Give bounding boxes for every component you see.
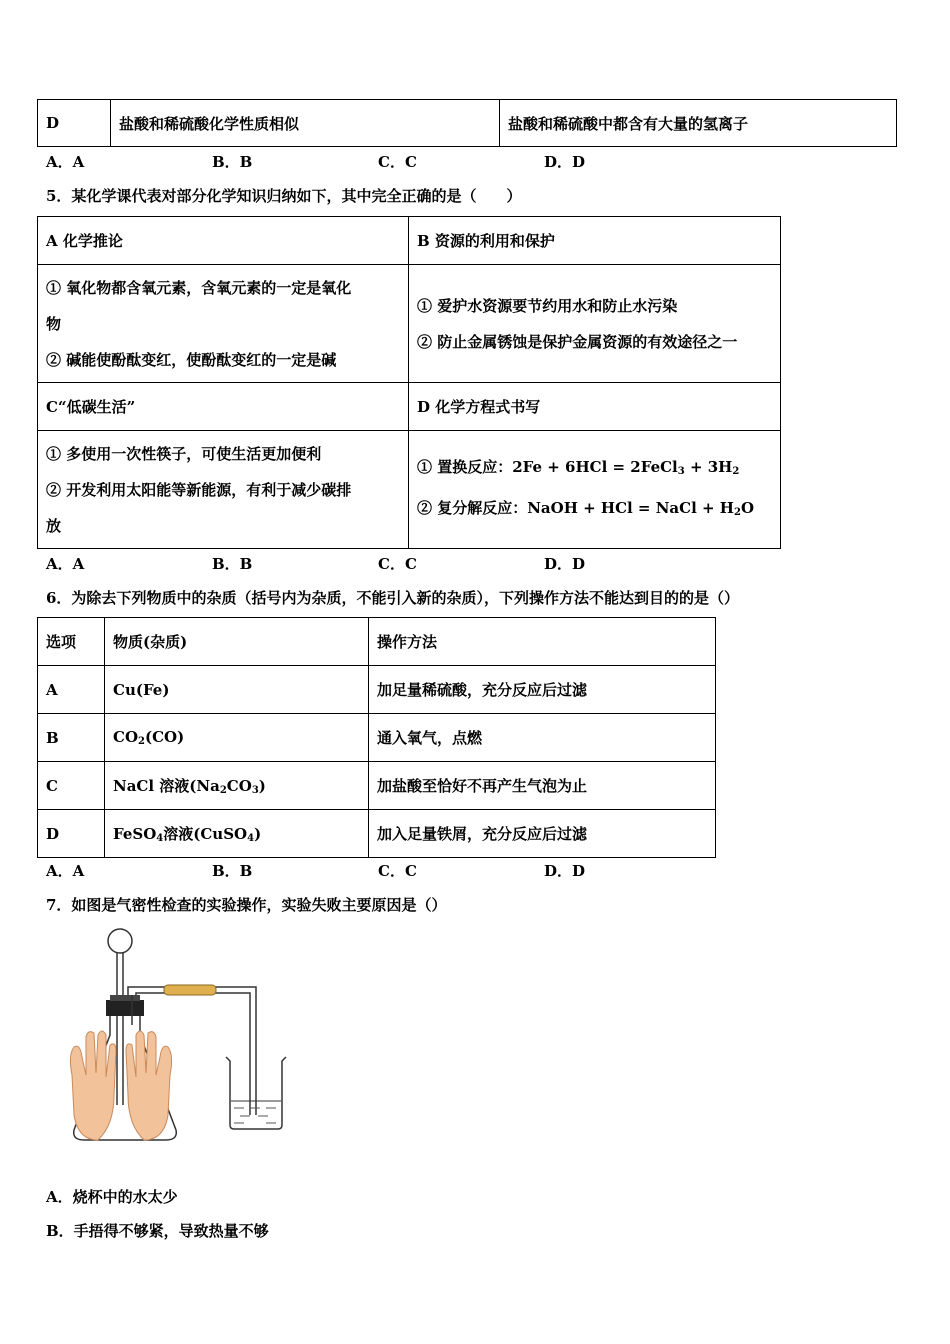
q4-option-b[interactable]: B．B (212, 153, 253, 171)
q6-row-d-method: 加入足量铁屑，充分反应后过滤 (369, 810, 716, 858)
q4-options (46, 151, 710, 172)
q6-stem: 6．为除去下列物质中的杂质（括号内为杂质，不能引入新的杂质），下列操作方法不能达到目的的是（） (46, 589, 739, 607)
q5-options (46, 553, 710, 574)
q5-option-d[interactable]: D．D (544, 555, 586, 573)
q6-option-a[interactable]: A．A (46, 862, 85, 880)
rubber-connector (164, 985, 216, 995)
q5-option-c[interactable]: C．C (378, 555, 417, 573)
water-dashes (234, 1108, 276, 1123)
q5-a-line1b: 物 (46, 314, 62, 333)
q6-row-b-opt: B (38, 714, 105, 762)
q4-table (37, 99, 897, 147)
table-row (38, 217, 781, 265)
q6-header-option: 选项 (38, 618, 105, 666)
q5-c-line2: ② 开发利用太阳能等新能源，有利于减少碳排 (46, 480, 352, 499)
q6-row-c-opt: C (38, 762, 105, 810)
q6-option-c[interactable]: C．C (378, 862, 417, 880)
q4-option-a[interactable]: A．A (46, 153, 85, 171)
funnel-bulb (108, 929, 132, 953)
q5-option-a[interactable]: A．A (46, 555, 85, 573)
rubber-stopper (106, 1000, 144, 1016)
right-hand-icon (126, 1031, 172, 1140)
q5-b-line1: ① 爱护水资源要节约用水和防止水污染 (417, 296, 678, 315)
q6-row-b-method: 通入氧气，点燃 (369, 714, 716, 762)
q6-row-d-substance: FeSO$_4$溶液(CuSO$_4$) (105, 810, 369, 858)
q5-a-line1: ① 氧化物都含氧元素，含氧元素的一定是氧化 (46, 278, 352, 297)
q6-header-method: 操作方法 (369, 618, 716, 666)
q7-option-a[interactable]: A．烧杯中的水太少 (46, 1188, 178, 1206)
q5-b-title: B 资源的利用和保护 (409, 217, 781, 265)
q5-b-content (409, 265, 781, 383)
table-row (38, 265, 781, 383)
q6-row-a-method: 加足量稀硫酸，充分反应后过滤 (369, 666, 716, 714)
q4-row-d-col2: 盐酸和稀硫酸化学性质相似 (111, 100, 500, 147)
q5-option-b[interactable]: B．B (212, 555, 253, 573)
q6-row-b-substance: $CO_2(CO)$ (105, 714, 369, 762)
q5-table (37, 216, 781, 549)
table-row (38, 431, 781, 549)
q6-row-c-method: 加盐酸至恰好不再产生气泡为止 (369, 762, 716, 810)
q5-c-content (38, 431, 409, 549)
table-row (38, 100, 897, 147)
q4-row-d-label: D (38, 100, 111, 147)
q6-row-c-substance: NaCl 溶液$(Na_2CO_3)$ (105, 762, 369, 810)
stopper-top (110, 995, 140, 1001)
q7-stem: 7．如图是气密性检查的实验操作，实验失败主要原因是（） (46, 896, 447, 914)
q5-c-line1: ① 多使用一次性筷子，可使生活更加便利 (46, 444, 322, 463)
q5-a-content (38, 265, 409, 383)
q6-table (37, 617, 716, 858)
q5-d-content (409, 431, 781, 549)
q4-option-c[interactable]: C．C (378, 153, 417, 171)
table-row (38, 666, 716, 714)
q6-option-d[interactable]: D．D (544, 862, 586, 880)
q6-option-b[interactable]: B．B (212, 862, 253, 880)
q5-d-title: D 化学方程式书写 (409, 383, 781, 431)
q5-b-line2: ② 防止金属锈蚀是保护金属资源的有效途径之一 (417, 332, 738, 351)
table-row (38, 618, 716, 666)
q5-d-line1: ① 置换反应：2Fe + 6HCl = 2FeCl$_3$ + $3H_2$ (417, 457, 740, 477)
q4-option-d[interactable]: D．D (544, 153, 586, 171)
q6-row-a-opt: A (38, 666, 105, 714)
q5-c-title: C“低碳生活” (38, 383, 409, 431)
q4-row-d-col3: 盐酸和稀硫酸中都含有大量的氢离子 (500, 100, 897, 147)
q5-c-line2b: 放 (46, 516, 62, 535)
q7-option-b[interactable]: B．手捂得不够紧，导致热量不够 (46, 1222, 269, 1240)
q6-row-a-substance: Cu(Fe) (105, 666, 369, 714)
table-row (38, 762, 716, 810)
q5-stem: 5．某化学课代表对部分化学知识归纳如下，其中完全正确的是（ ） (46, 187, 522, 205)
table-row (38, 383, 781, 431)
left-hand-icon (70, 1031, 116, 1140)
q6-header-substance: 物质(杂质) (105, 618, 369, 666)
table-row (38, 714, 716, 762)
q6-options (46, 860, 710, 881)
q6-row-d-opt: D (38, 810, 105, 858)
q5-a-title: A 化学推论 (38, 217, 409, 265)
q5-d-line2: ② 复分解反应：NaOH + HCl = NaCl + $H_2O$ (417, 498, 755, 518)
table-row (38, 810, 716, 858)
q5-a-line2: ② 碱能使酚酞变红，使酚酞变红的一定是碱 (46, 350, 337, 369)
airtightness-check-figure (60, 925, 300, 1155)
